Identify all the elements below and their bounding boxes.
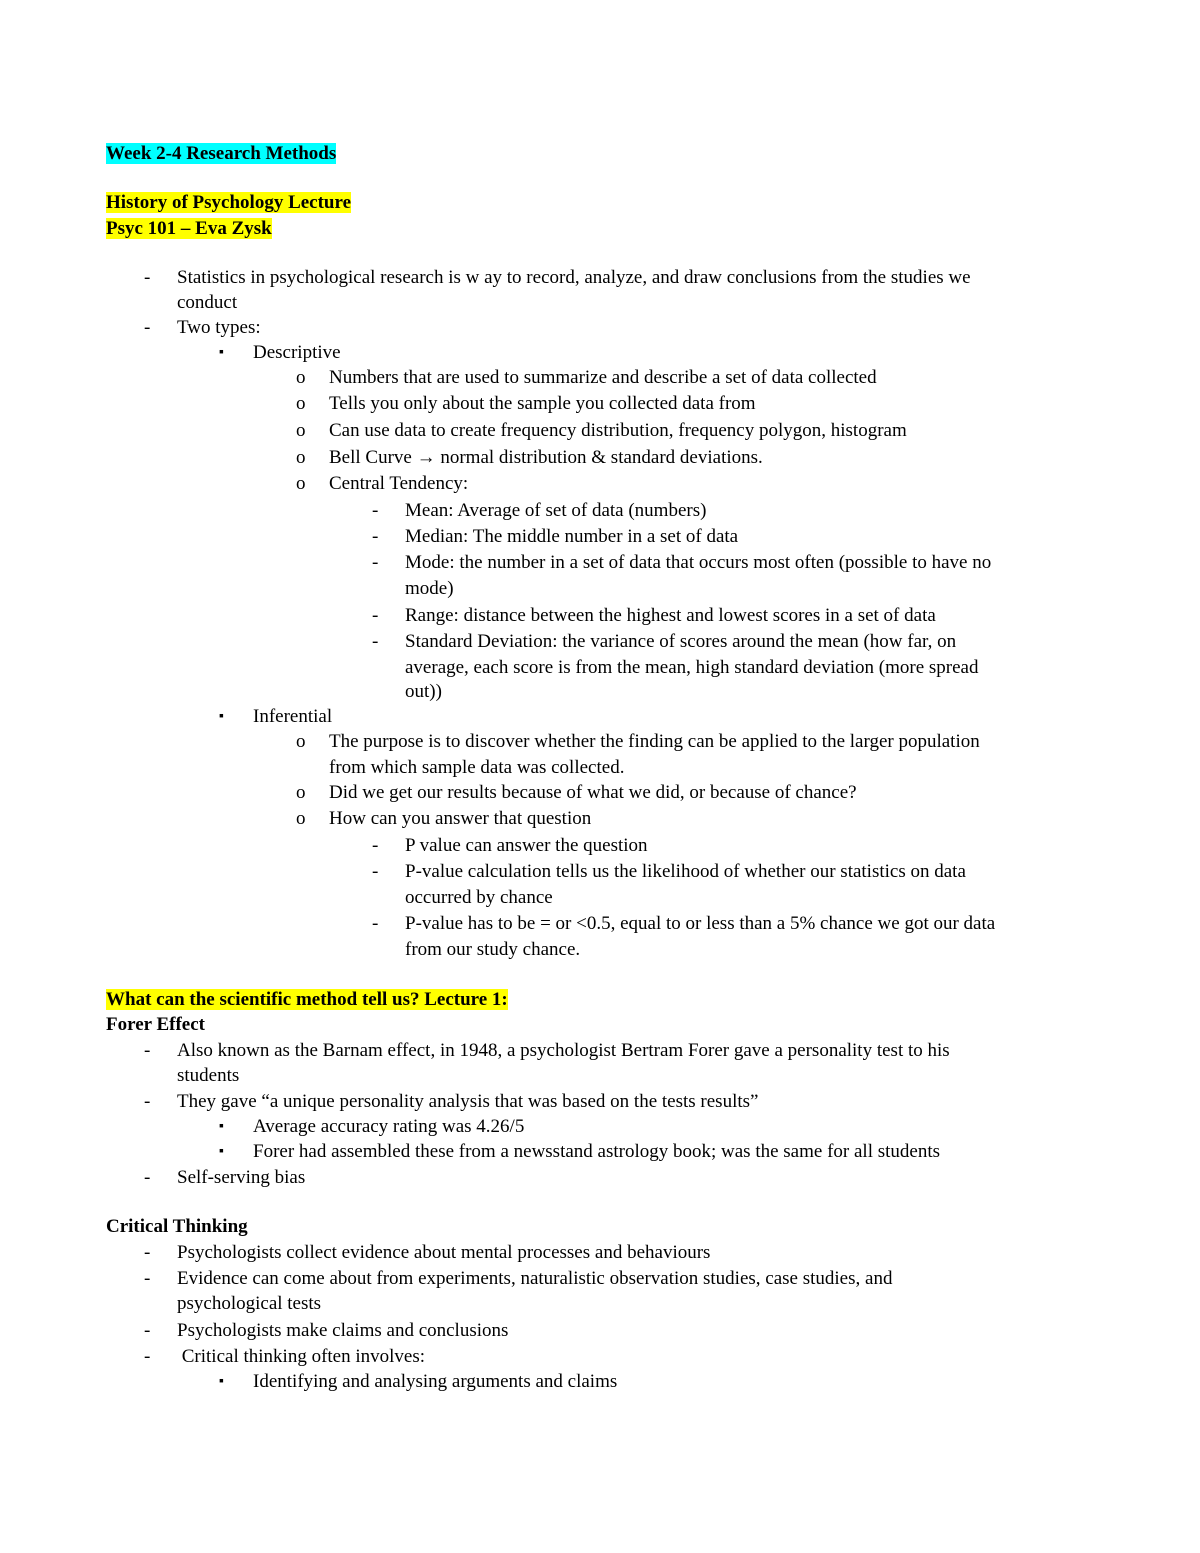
list-item-continuation: from which sample data was collected. xyxy=(329,757,625,778)
dash-bullet-icon: - xyxy=(144,1242,151,1263)
list-item: - Critical thinking often involves: xyxy=(144,1346,426,1367)
square-bullet-icon: ▪ xyxy=(219,1144,224,1159)
section-heading: What can the scientific method tell us? Lecture 1: xyxy=(106,989,508,1010)
list-item: ▪ Average accuracy rating was 4.26/5 xyxy=(219,1116,525,1137)
dash-bullet-icon: - xyxy=(144,1346,151,1367)
square-bullet-icon: ▪ xyxy=(219,709,224,724)
list-item: ▪ Identifying and analysing arguments and claims xyxy=(219,1371,618,1392)
circle-bullet-icon: o xyxy=(296,367,306,388)
dash-bullet-icon: - xyxy=(144,267,151,288)
circle-bullet-icon: o xyxy=(296,782,306,803)
list-item: o Numbers that are used to summarize and describe a set of data collected xyxy=(296,367,877,388)
dash-bullet-icon: - xyxy=(372,835,379,856)
list-item: ▪ Inferential xyxy=(219,706,333,727)
circle-bullet-icon: o xyxy=(296,420,306,441)
list-item: - Psychologists make claims and conclusions xyxy=(144,1320,509,1341)
list-item: ▪ Forer had assembled these from a newsstand astrology book; was the same for all students xyxy=(219,1141,941,1162)
dash-bullet-icon: - xyxy=(372,500,379,521)
list-item-continuation: students xyxy=(177,1065,240,1086)
dash-bullet-icon: - xyxy=(372,552,379,573)
dash-bullet-icon: - xyxy=(144,317,151,338)
dash-bullet-icon: - xyxy=(372,861,379,882)
list-item-continuation: occurred by chance xyxy=(405,887,553,908)
list-item: - Mean: Average of set of data (numbers) xyxy=(372,500,707,521)
dash-bullet-icon: - xyxy=(144,1268,151,1289)
list-item: - Self-serving bias xyxy=(144,1167,306,1188)
dash-bullet-icon: - xyxy=(144,1167,151,1188)
section-heading: Critical Thinking xyxy=(106,1216,248,1237)
square-bullet-icon: ▪ xyxy=(219,1119,224,1134)
list-item: - P-value has to be = or <0.5, equal to or less than a 5% chance we got our data xyxy=(372,913,996,934)
sub-heading: Forer Effect xyxy=(106,1014,205,1035)
list-item-continuation: out)) xyxy=(405,681,442,702)
circle-bullet-icon: o xyxy=(296,731,306,752)
circle-bullet-icon: o xyxy=(296,447,306,468)
list-item: - Two types: xyxy=(144,317,261,338)
list-item: - P value can answer the question xyxy=(372,835,648,856)
list-item: - Standard Deviation: the variance of scores around the mean (how far, on xyxy=(372,631,957,652)
list-item-continuation: psychological tests xyxy=(177,1293,322,1314)
list-item: o Bell Curve → normal distribution & standard deviations. xyxy=(296,447,763,468)
list-item: - Psychologists collect evidence about mental processes and behaviours xyxy=(144,1242,711,1263)
lecture-heading: History of Psychology Lecture xyxy=(106,192,352,213)
circle-bullet-icon: o xyxy=(296,808,306,829)
list-item-continuation: average, each score is from the mean, high standard deviation (more spread xyxy=(405,657,979,678)
dash-bullet-icon: - xyxy=(372,526,379,547)
dash-bullet-icon: - xyxy=(372,605,379,626)
list-item: - Mode: the number in a set of data that occurs most often (possible to have no xyxy=(372,552,992,573)
list-item-continuation: mode) xyxy=(405,578,454,599)
circle-bullet-icon: o xyxy=(296,393,306,414)
square-bullet-icon: ▪ xyxy=(219,345,224,360)
list-item-continuation: conduct xyxy=(177,292,238,313)
dash-bullet-icon: - xyxy=(144,1091,151,1112)
course-heading: Psyc 101 – Eva Zysk xyxy=(106,218,272,239)
document-title: Week 2-4 Research Methods xyxy=(106,143,337,164)
list-item: o How can you answer that question xyxy=(296,808,592,829)
dash-bullet-icon: - xyxy=(372,631,379,652)
list-item: - Statistics in psychological research is w ay to record, analyze, and draw conclusions from the studies we xyxy=(144,267,971,288)
square-bullet-icon: ▪ xyxy=(219,1374,224,1389)
list-item: o Did we get our results because of what we did, or because of chance? xyxy=(296,782,857,803)
list-item: ▪ Descriptive xyxy=(219,342,341,363)
dash-bullet-icon: - xyxy=(144,1320,151,1341)
circle-bullet-icon: o xyxy=(296,473,306,494)
list-item: o Tells you only about the sample you collected data from xyxy=(296,393,756,414)
list-item: - P-value calculation tells us the likelihood of whether our statistics on data xyxy=(372,861,966,882)
list-item: - They gave “a unique personality analysis that was based on the tests results” xyxy=(144,1091,759,1112)
list-item: - Evidence can come about from experiments, naturalistic observation studies, case studies, and xyxy=(144,1268,893,1289)
dash-bullet-icon: - xyxy=(372,913,379,934)
dash-bullet-icon: - xyxy=(144,1040,151,1061)
list-item: o Can use data to create frequency distribution, frequency polygon, histogram xyxy=(296,420,907,441)
list-item-continuation: from our study chance. xyxy=(405,939,581,960)
list-item: o The purpose is to discover whether the finding can be applied to the larger population xyxy=(296,731,980,752)
list-item: - Median: The middle number in a set of data xyxy=(372,526,739,547)
list-item: o Central Tendency: xyxy=(296,473,469,494)
list-item: - Also known as the Barnam effect, in 1948, a psychologist Bertram Forer gave a personality test to his xyxy=(144,1040,950,1061)
list-item: - Range: distance between the highest and lowest scores in a set of data xyxy=(372,605,936,626)
